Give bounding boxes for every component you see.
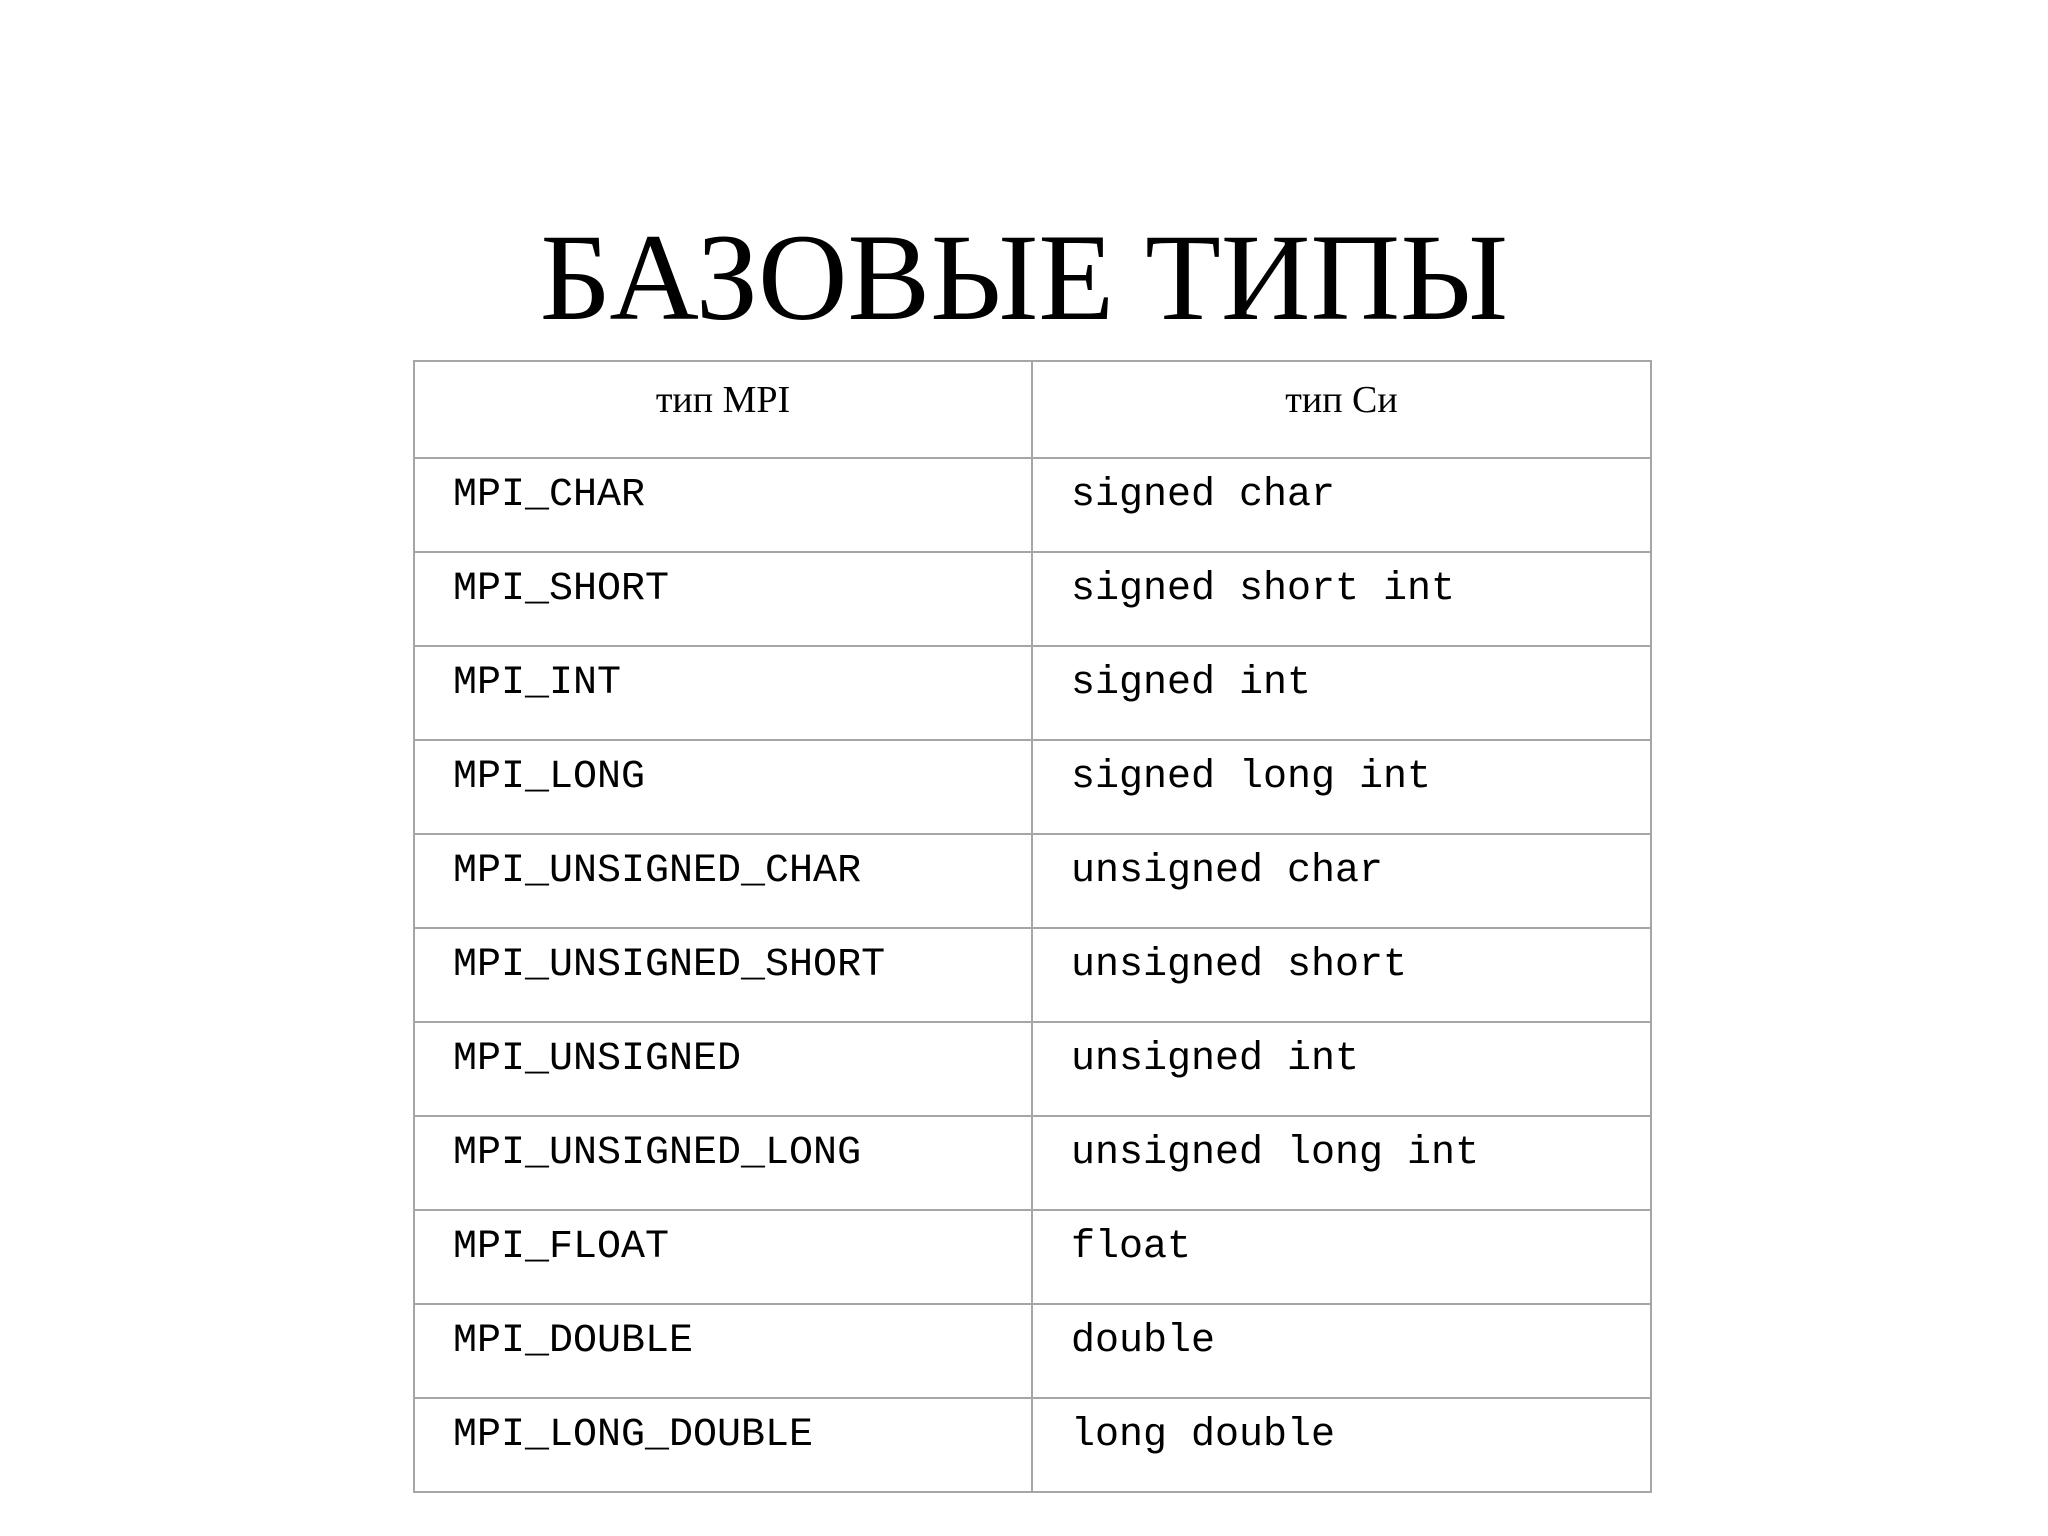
c-type-cell: unsigned int [1032,1022,1651,1116]
mpi-type-cell: MPI_CHAR [414,458,1032,552]
types-table [413,360,1652,1493]
table-row [414,928,1651,1022]
table-header-row [414,361,1651,458]
mpi-type-cell: MPI_SHORT [414,552,1032,646]
table-row [414,834,1651,928]
table-row [414,1022,1651,1116]
c-type-cell: unsigned long int [1032,1116,1651,1210]
header-mpi-type: тип MPI [414,361,1032,458]
mpi-type-cell: MPI_LONG [414,740,1032,834]
mpi-type-cell: MPI_UNSIGNED_CHAR [414,834,1032,928]
c-type-cell: signed short int [1032,552,1651,646]
table-row [414,646,1651,740]
table-row [414,740,1651,834]
table-row [414,1210,1651,1304]
table-row [414,1304,1651,1398]
slide-title: БАЗОВЫЕ ТИПЫ [539,209,1509,346]
c-type-cell: unsigned char [1032,834,1651,928]
c-type-cell: float [1032,1210,1651,1304]
c-type-cell: unsigned short [1032,928,1651,1022]
mpi-type-cell: MPI_LONG_DOUBLE [414,1398,1032,1492]
c-type-cell: double [1032,1304,1651,1398]
mpi-type-cell: MPI_UNSIGNED_SHORT [414,928,1032,1022]
table-row [414,552,1651,646]
mpi-type-cell: MPI_UNSIGNED_LONG [414,1116,1032,1210]
table-row [414,1116,1651,1210]
c-type-cell: signed int [1032,646,1651,740]
table-row [414,1398,1651,1492]
c-type-cell: signed long int [1032,740,1651,834]
header-c-type: тип Си [1032,361,1651,458]
mpi-type-cell: MPI_DOUBLE [414,1304,1032,1398]
mpi-type-cell: MPI_INT [414,646,1032,740]
table-row [414,458,1651,552]
mpi-type-cell: MPI_FLOAT [414,1210,1032,1304]
mpi-type-cell: MPI_UNSIGNED [414,1022,1032,1116]
c-type-cell: signed char [1032,458,1651,552]
c-type-cell: long double [1032,1398,1651,1492]
